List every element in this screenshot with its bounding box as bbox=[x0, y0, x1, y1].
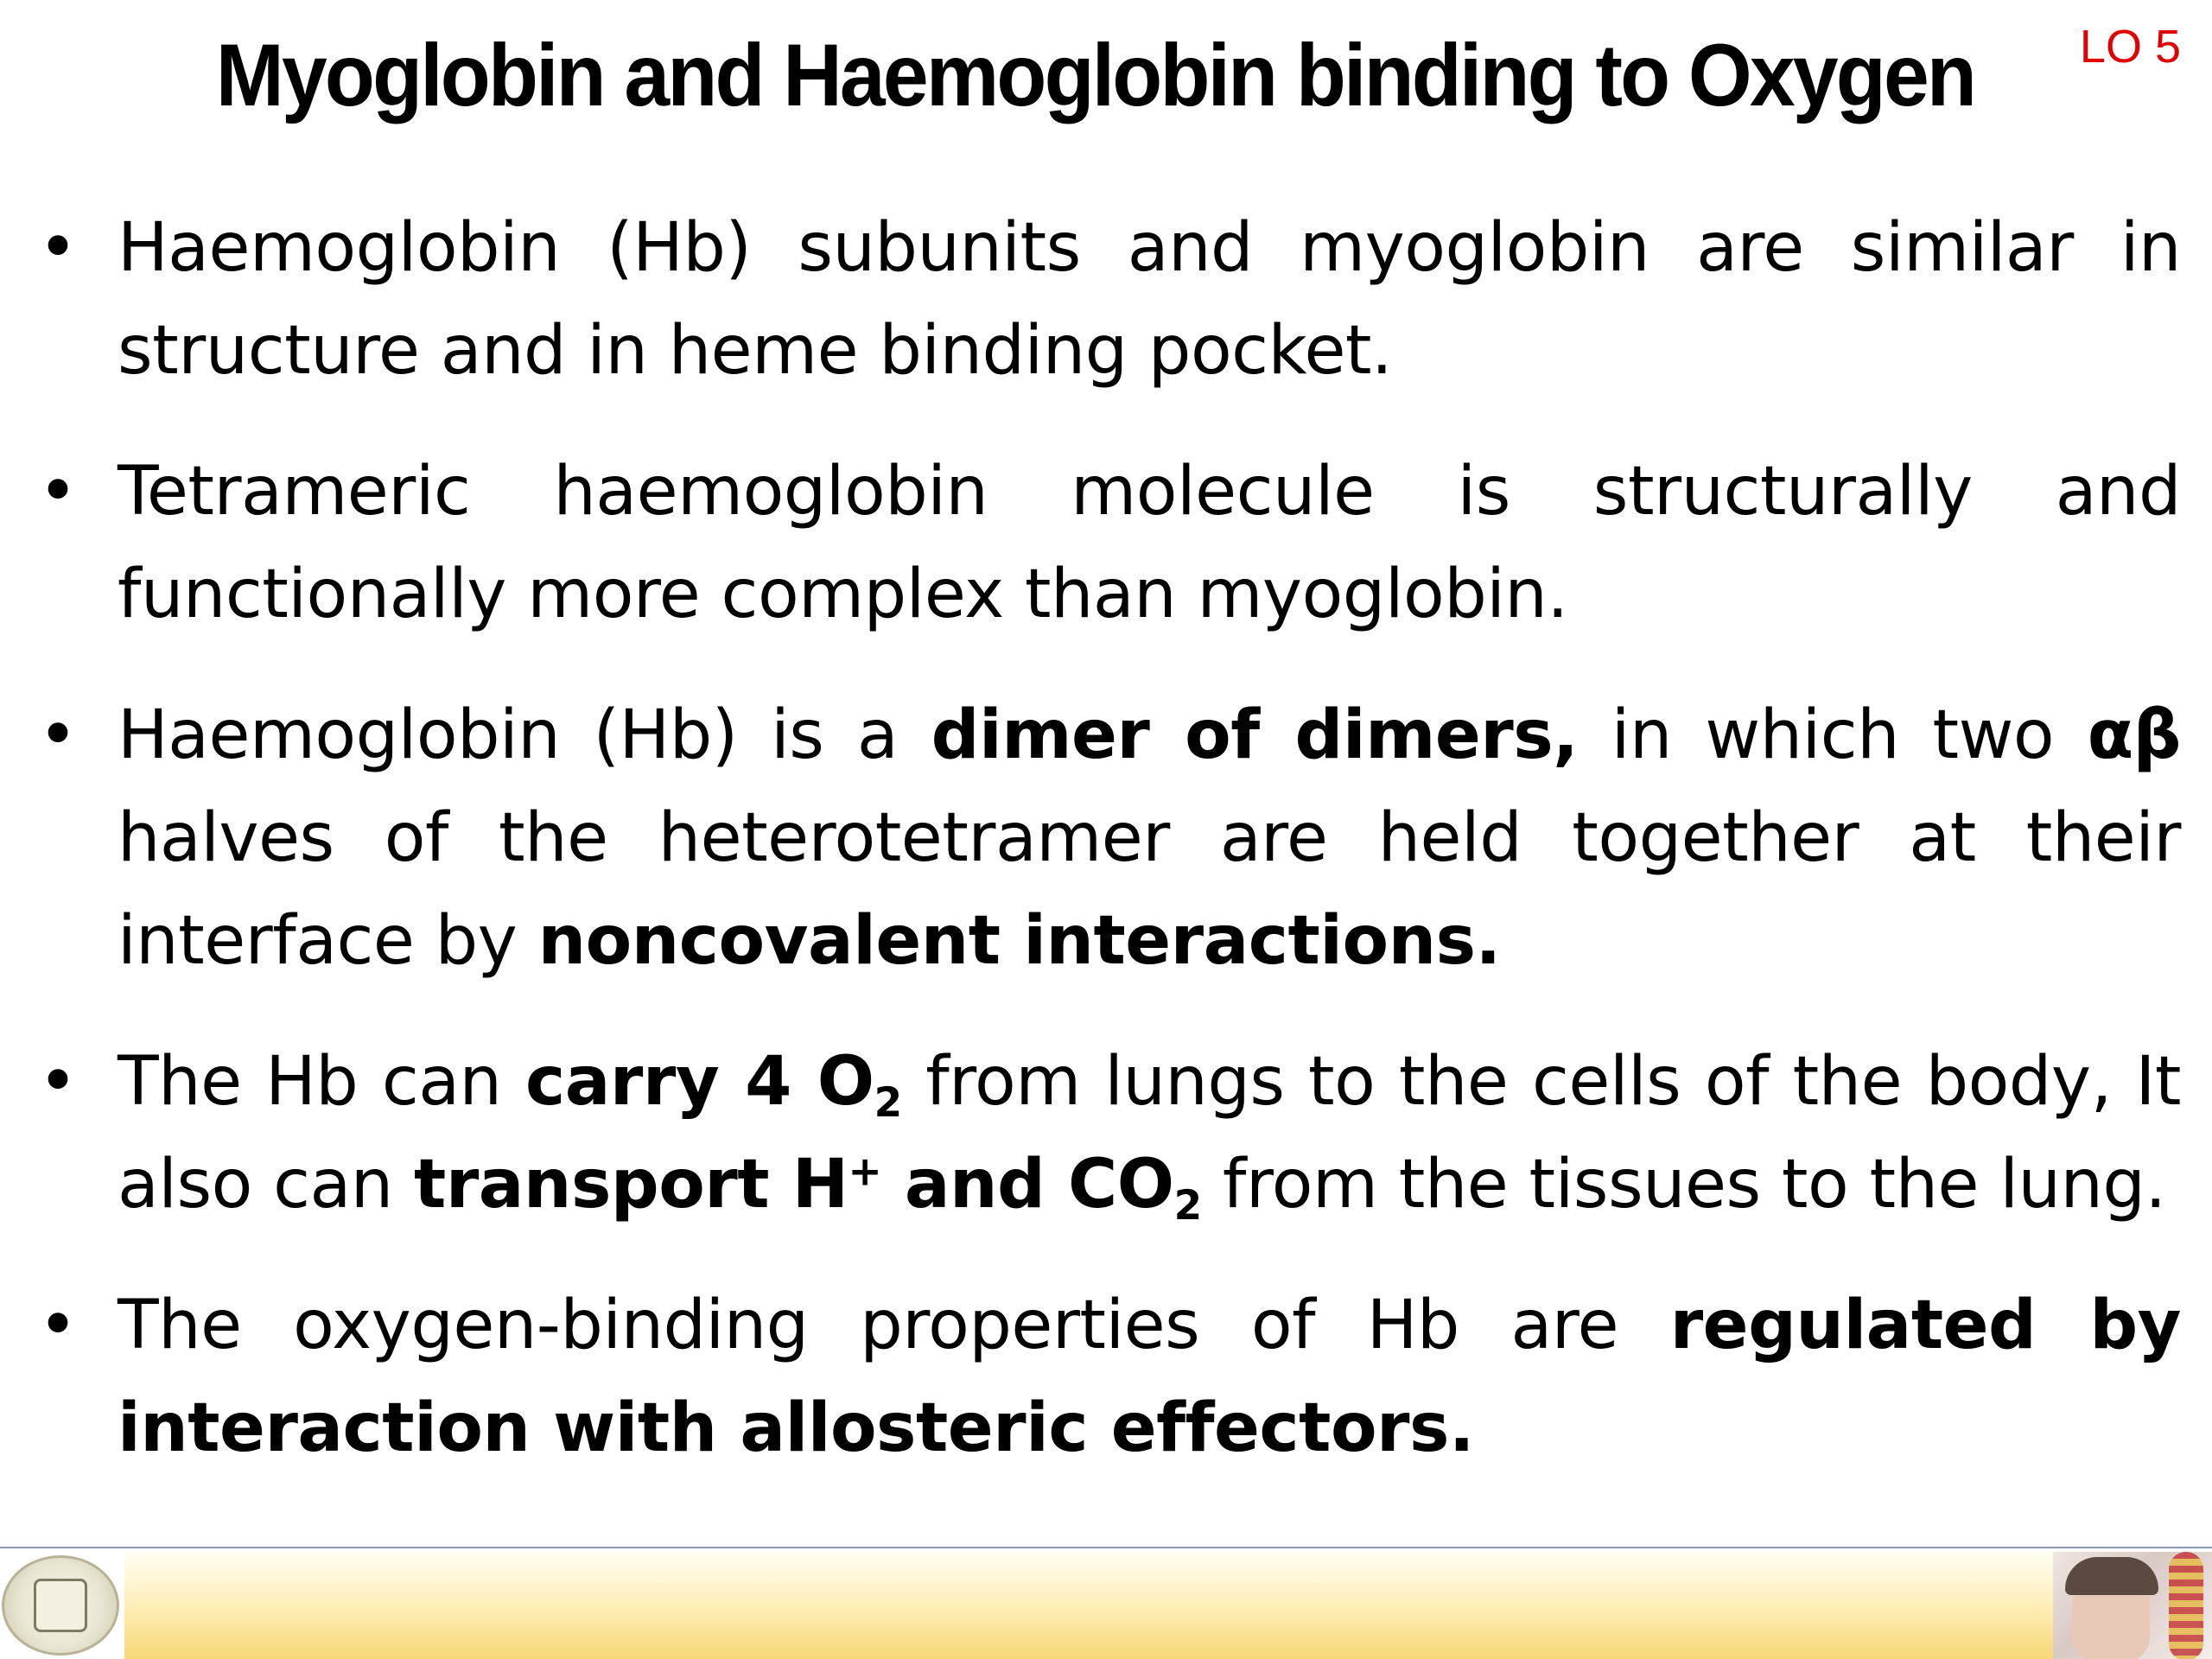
bullet-emphasis: dimer of dimers, bbox=[931, 696, 1579, 774]
bullet-text: from lungs to the cells of the body, It also can bbox=[118, 1043, 2181, 1224]
bullet-dot: • bbox=[38, 453, 78, 531]
learning-objective-tag: LO 5 bbox=[2079, 21, 2181, 73]
slide-title: Myoglobin and Haemoglobin binding to Oxygen bbox=[215, 26, 1975, 124]
bullet-item bbox=[0, 441, 2212, 646]
bullet-text: halves of the heterotetramer are held together at their interface by bbox=[118, 799, 2181, 980]
bullet-item bbox=[0, 197, 2212, 403]
bullet-emphasis bbox=[525, 1043, 902, 1128]
bullet-list bbox=[0, 197, 2212, 1518]
subscript: 2 bbox=[874, 1080, 902, 1128]
bullet-text: Haemoglobin (Hb) is a bbox=[118, 696, 931, 774]
bullet-text: The Hb can bbox=[118, 1043, 526, 1121]
bullet-text: Haemoglobin (Hb) subunits and myoglobin are similar in structure and in heme binding pocket. bbox=[118, 209, 2181, 390]
bullet-emphasis-text: and CO bbox=[881, 1146, 1174, 1224]
dna-strand-icon bbox=[2169, 1552, 2203, 1659]
bullet-text: in which two bbox=[1578, 696, 2088, 774]
bullet-emphasis: αβ bbox=[2087, 696, 2181, 774]
subscript: 2 bbox=[1173, 1183, 1202, 1230]
bullet-text: from the tissues to the lung. bbox=[1201, 1146, 2166, 1224]
scientist-hair bbox=[2065, 1557, 2158, 1595]
bullet-dot: • bbox=[38, 1043, 78, 1121]
bullet-item bbox=[0, 1031, 2212, 1236]
bullet-dot: • bbox=[38, 1287, 78, 1364]
bullet-emphasis: regulated by interaction with allosteric effectors. bbox=[118, 1287, 2181, 1467]
seal-emblem-icon bbox=[34, 1579, 87, 1632]
bullet-item bbox=[0, 1274, 2212, 1480]
bullet-emphasis bbox=[414, 1146, 1202, 1230]
footer-band bbox=[124, 1552, 2053, 1659]
slide-footer bbox=[0, 1547, 2212, 1659]
bullet-item bbox=[0, 684, 2212, 993]
bullet-emphasis-text: transport H bbox=[414, 1146, 849, 1224]
bullet-dot: • bbox=[38, 696, 78, 774]
scientist-dna-image bbox=[2053, 1552, 2212, 1659]
superscript: + bbox=[848, 1148, 882, 1196]
university-seal-logo bbox=[2, 1555, 119, 1656]
bullet-emphasis-text: carry 4 O bbox=[525, 1043, 874, 1121]
bullet-dot: • bbox=[38, 209, 78, 287]
bullet-text: Tetrameric haemoglobin molecule is structurally and functionally more complex than myoglobin. bbox=[118, 453, 2181, 633]
bullet-text: The oxygen-binding properties of Hb are bbox=[118, 1287, 1670, 1364]
bullet-emphasis: noncovalent interactions. bbox=[537, 902, 1501, 980]
